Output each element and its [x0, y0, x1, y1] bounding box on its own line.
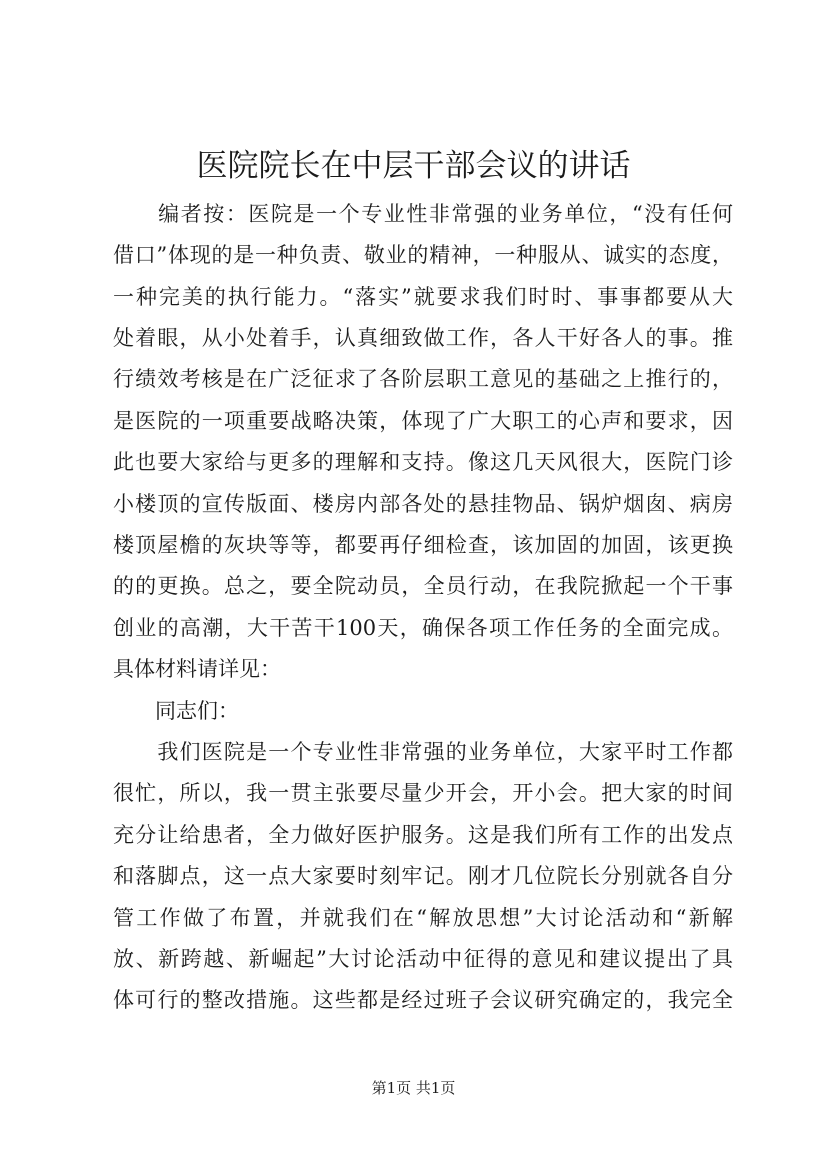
- body-line: 此也要大家给与更多的理解和支持。像这几天风很大，医院门诊: [113, 450, 733, 474]
- body-line: 处着眼，从小处着手，认真细致做工作，各人干好各人的事。推: [113, 326, 733, 350]
- body-line: 和落脚点，这一点大家要时刻牢记。刚才几位院长分别就各自分: [113, 864, 733, 888]
- page-footer: 第1页 共1页: [371, 1079, 456, 1097]
- body-line: 管工作做了布置，并就我们在“解放思想”大讨论活动和“新解: [113, 906, 733, 930]
- body-line: 体可行的整改措施。这些都是经过班子会议研究确定的，我完全: [113, 988, 733, 1012]
- body-line: 的的更换。总之，要全院动员，全员行动，在我院掀起一个干事: [113, 574, 733, 598]
- body-line: 一种完美的执行能力。“落实”就要求我们时时、事事都要从大: [113, 285, 733, 309]
- body-line: 楼顶屋檐的灰块等等，都要再仔细检查，该加固的加固，该更换: [113, 533, 733, 557]
- body-line: 是医院的一项重要战略决策，体现了广大职工的心声和要求，因: [113, 409, 733, 433]
- body-line: 很忙，所以，我一贯主张要尽量少开会，开小会。把大家的时间: [113, 781, 733, 805]
- body-line: 借口”体现的是一种负责、敬业的精神，一种服从、诚实的态度，: [113, 243, 733, 267]
- body-line: 充分让给患者，全力做好医护服务。这是我们所有工作的出发点: [113, 823, 733, 847]
- body-line: 行绩效考核是在广泛征求了各阶层职工意见的基础之上推行的，: [113, 367, 733, 391]
- body-line: 具体材料请详见：: [113, 657, 281, 681]
- body-line: 编者按：医院是一个专业性非常强的业务单位，“没有任何: [113, 202, 733, 226]
- salutation: 同志们：: [113, 699, 239, 723]
- body-line: 我们医院是一个专业性非常强的业务单位，大家平时工作都: [113, 740, 733, 764]
- body-line: 放、新跨越、新崛起”大讨论活动中征得的意见和建议提出了具: [113, 947, 733, 971]
- body-line: 小楼顶的宣传版面、楼房内部各处的悬挂物品、锅炉烟囱、病房: [113, 492, 733, 516]
- body-line: 创业的高潮，大干苦干100天，确保各项工作任务的全面完成。: [113, 616, 733, 640]
- document-title: 医院院长在中层干部会议的讲话: [196, 148, 631, 184]
